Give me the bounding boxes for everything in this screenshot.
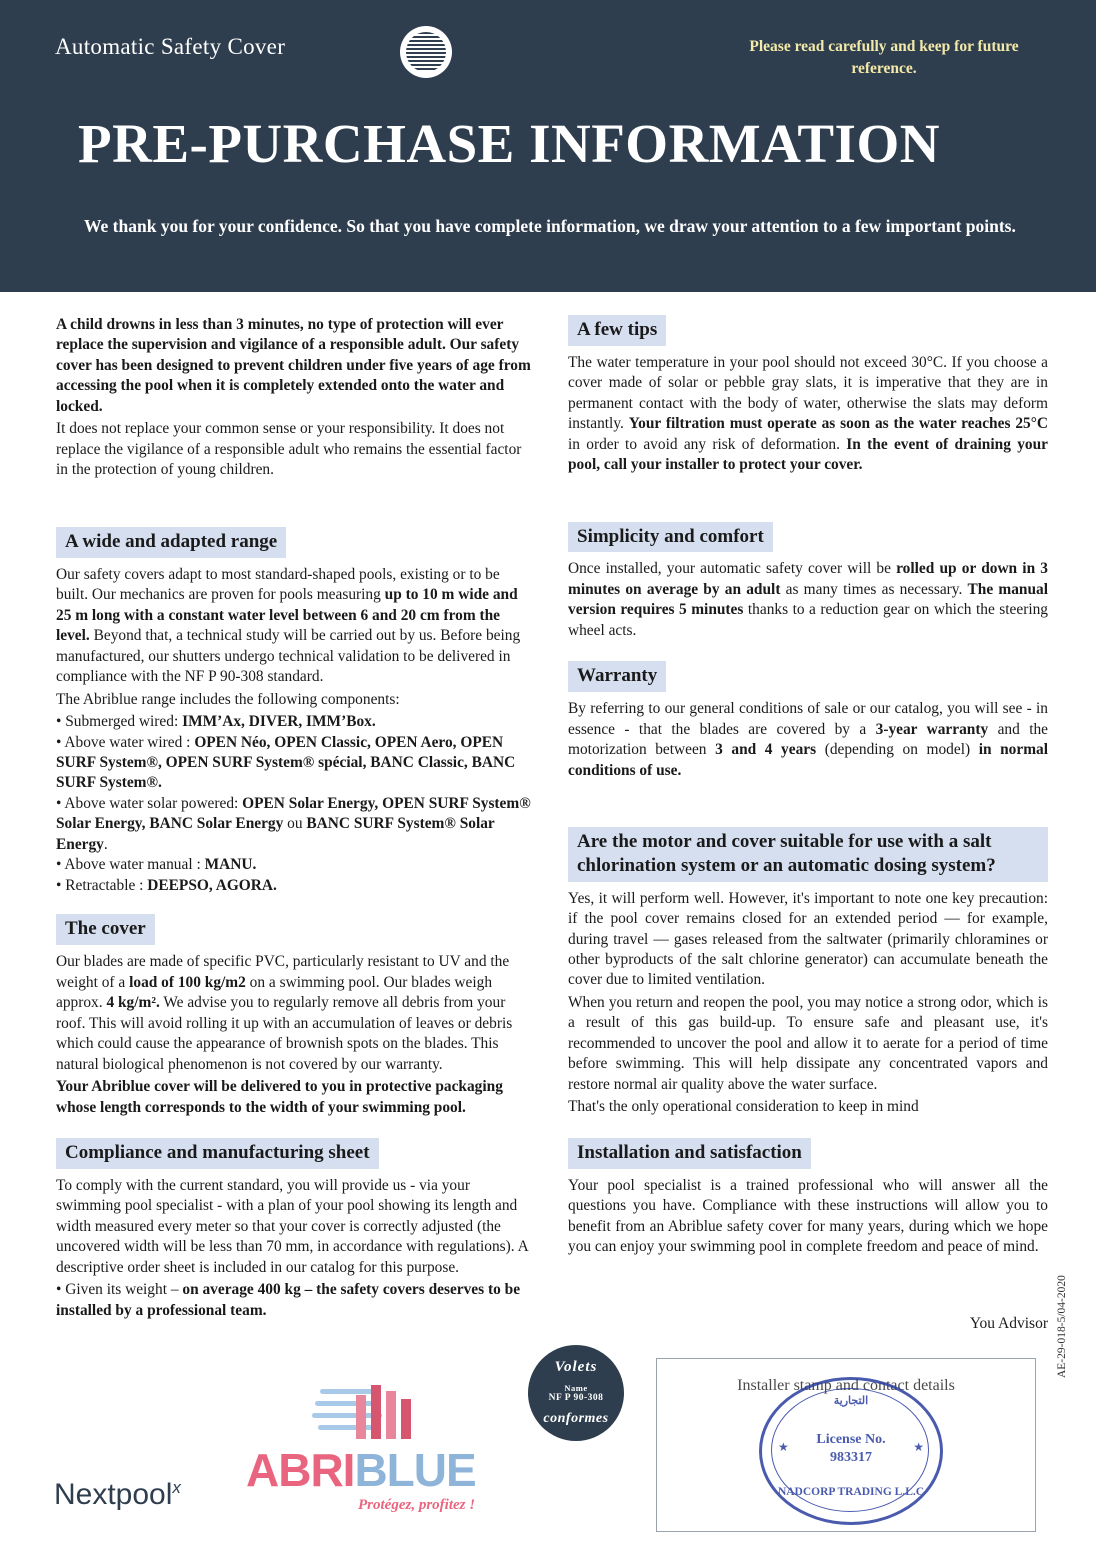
bullet-tail-2: . xyxy=(103,835,108,853)
left-column xyxy=(56,315,532,1323)
simplicity-paragraph xyxy=(568,559,1048,641)
simplicity-b: rolled up or down in 3 minutes on average by an adult xyxy=(568,560,1048,598)
bullet-bold: MANU. xyxy=(204,856,257,874)
warranty-d: 3 and 4 years xyxy=(715,741,817,759)
list-item xyxy=(56,876,532,896)
compliance-paragraph-2 xyxy=(56,1280,532,1321)
stamp-license-label: License No. xyxy=(816,1432,886,1447)
abriblue-slogan: Protégez, profitez ! xyxy=(358,1497,476,1513)
star-icon-left: ★ xyxy=(778,1440,789,1454)
installer-stamp-box xyxy=(656,1358,1036,1532)
section-heading-salt: Are the motor and cover suitable for use with a salt chlorination system or an automatic dosing system? xyxy=(568,827,1048,882)
warranty-paragraph xyxy=(568,699,1048,781)
section-heading-warranty: Warranty xyxy=(568,661,666,692)
compliance-paragraph-1: To comply with the current standard, you will provide us - via your swimming pool specialist - with a plan of your pool showing its length and width measured every meter so that your cover is correctly adjusted (the uncovered width will be less than 70 mm, in accordance with regulations). A descriptive order sheet is included in our catalog for this purpose. xyxy=(56,1176,528,1276)
header-subtitle: We thank you for your confidence. So that you have complete information, we draw your attention to a few important points. xyxy=(84,216,1016,236)
tips-d: In the event of draining your pool, call your installer to protect your cover. xyxy=(568,435,1048,474)
intro-bold-paragraph: A child drowns in less than 3 minutes, no type of protection will ever replace the supervision and vigilance of a responsible adult. Our safety cover has been designed to prevent children under five years of age from accessing the pool when it is completely extended onto the water and locked. xyxy=(56,316,531,415)
range-p1-a: Our safety covers adapt to most standard-shaped pools, existing or to be built. Our mechanics are proven for pools measuring xyxy=(56,565,500,604)
bullet-bold-2: BANC SURF System® Solar Energy xyxy=(56,815,495,853)
stamp-license-number: 983317 xyxy=(830,1450,872,1465)
cover-p1-e: We advise you to regularly remove all debris from your roof. This will avoid rolling it up with an accumulation of leaves or debris which could cause the appearance of brownish spots on the blades. This natural biological phenomenon is not covered by our warranty. xyxy=(56,994,513,1073)
striped-disc-inner xyxy=(406,32,446,72)
abriblue-word-b: BLUE xyxy=(354,1444,476,1496)
striped-disc-icon xyxy=(400,26,452,78)
tips-c: in order to avoid any risk of deformation. xyxy=(568,435,847,453)
list-item xyxy=(56,855,532,875)
stamp-company-name: NADCORP TRADING L.L.C xyxy=(777,1486,925,1498)
bullet-lead: • Submerged wired: xyxy=(56,713,183,731)
badge-line-2: Name xyxy=(564,1383,588,1393)
simplicity-d: The manual version requires 5 minutes xyxy=(568,580,1048,619)
nextpool-logo-super: x xyxy=(172,1478,181,1497)
abriblue-wordmark xyxy=(246,1443,476,1497)
intro-paragraph: It does not replace your common sense or your responsibility. It does not replace the vigilance of a responsible adult who remains the essential factor in the protection of young children. xyxy=(56,420,522,479)
range-p1-b: up to 10 m wide and 25 m long with a constant water level between 6 and 20 cm from the level. xyxy=(56,586,518,645)
page-title: PRE-PURCHASE INFORMATION xyxy=(78,113,940,174)
bullet-bold: OPEN Solar Energy, OPEN SURF System® Solar Energy, BANC Solar Energy xyxy=(56,794,531,833)
section-heading-range: A wide and adapted range xyxy=(56,527,286,558)
installation-paragraph: Your pool specialist is a trained professional who will answer all the questions you have. Compliance with these instructions will allow you to benefit from an Abriblue safety cover for many years, during which we hope you can enjoy your swimming pool in complete freedom and peace of mind. xyxy=(568,1176,1048,1256)
bullet-lead: • Above water solar powered: xyxy=(56,794,243,812)
warranty-a: By referring to our general conditions of sale or our catalog, you will see - in essence - that the blades are covered by a xyxy=(568,700,1048,738)
compliance-p2-b: on average 400 kg – the safety covers deserves to be installed by a professional team. xyxy=(56,1281,521,1319)
cover-p1-a: Our blades are made of specific PVC, particularly resistant to UV and the weight of a xyxy=(56,953,510,991)
cover-paragraph-2: Your Abriblue cover will be delivered to you in protective packaging whose length corresponds to the width of your swimming pool. xyxy=(56,1078,503,1116)
header-notice: Please read carefully and keep for future reference. xyxy=(749,38,1019,78)
compliance-p2-a: • Given its weight – xyxy=(56,1281,183,1299)
cover-p1-c: on a swimming pool. Our blades weigh approx. xyxy=(56,973,493,1012)
installer-stamp-label: Installer stamp and contact details xyxy=(737,1377,955,1394)
bullet-lead: • Above water manual : xyxy=(56,856,205,874)
vertical-bars-icon xyxy=(356,1385,422,1439)
warranty-b: 3-year warranty xyxy=(875,720,989,738)
spacer xyxy=(56,483,532,509)
warranty-e: (depending on model) xyxy=(816,741,979,759)
bullet-bold: OPEN Néo, OPEN Classic, OPEN Aero, OPEN SURF System®, OPEN SURF System® spécial, BANC Classic, BANC SURF System®. xyxy=(56,733,516,792)
spacer xyxy=(568,478,1048,504)
range-paragraph-2: The Abriblue range includes the following components: xyxy=(56,690,400,708)
right-column xyxy=(568,315,1048,1260)
nextpool-logo-text: Nextpool xyxy=(54,1478,173,1511)
section-heading-installation: Installation and satisfaction xyxy=(568,1138,811,1169)
simplicity-a: Once installed, your automatic safety cover will be xyxy=(568,560,897,578)
nextpool-logo xyxy=(54,1478,181,1512)
bullet-tail: ou xyxy=(283,815,307,833)
section-heading-compliance: Compliance and manufacturing sheet xyxy=(56,1138,379,1169)
section-heading-tips: A few tips xyxy=(568,315,666,346)
spacer xyxy=(568,783,1048,809)
bullet-bold: DEEPSO, AGORA. xyxy=(147,876,277,894)
tips-a: The water temperature in your pool should not exceed 30°C. If you choose a cover made of solar or pebble gray slats, it is imperative that they are in permanent contact with the body of water, otherwise the slats may deform instantly. xyxy=(568,353,1048,433)
warranty-f: in normal conditions of use. xyxy=(568,741,1048,779)
bullet-lead: • Retractable : xyxy=(56,876,148,894)
warranty-c: and the motorization between xyxy=(568,720,1048,759)
badge-line-3: NF P 90-308 xyxy=(548,1393,604,1403)
salt-paragraph-2: When you return and reopen the pool, you may notice a strong odor, which is a result of this gas build-up. To ensure safe and pleasant use, it's recommended to uncover the pool and allow it to aerate for a period of time before swimming. This will help dissipate any concentrated vapors and restore normal air quality above the water surface. xyxy=(568,993,1048,1093)
tips-b: Your filtration must operate as soon as the water reaches 25°C xyxy=(628,415,1048,433)
section-heading-simplicity: Simplicity and comfort xyxy=(568,522,773,553)
cover-p1-d: 4 kg/m². xyxy=(106,994,160,1012)
range-component-list xyxy=(56,712,532,896)
header-product-label: Automatic Safety Cover xyxy=(55,34,286,59)
bullet-lead: • Above water wired : xyxy=(56,733,195,751)
star-icon-right: ★ xyxy=(913,1440,924,1454)
list-item xyxy=(56,733,532,794)
stamp-top-text: التجارية xyxy=(833,1395,869,1407)
list-item xyxy=(56,712,532,732)
range-p1-c: Beyond that, a technical study will be carried out by us. Before being manufactured, our shutters undergo technical validation to be delivered in compliance with the NF P 90-308 standard. xyxy=(56,627,521,686)
salt-paragraph-3: That's the only operational consideration to keep in mind xyxy=(568,1098,919,1116)
document-header xyxy=(0,0,1096,292)
simplicity-e: thanks to a reduction gear on which the steering wheel acts. xyxy=(568,601,1048,639)
badge-line-4: conformes xyxy=(543,1411,609,1426)
cover-p1-b: load of 100 kg/m2 xyxy=(129,973,246,991)
badge-line-1: Volets xyxy=(554,1359,598,1375)
advisor-label: You Advisor xyxy=(969,1315,1048,1332)
list-item xyxy=(56,794,532,855)
cover-paragraph-1 xyxy=(56,952,532,1075)
section-heading-cover: The cover xyxy=(56,914,155,945)
salt-paragraph-1: Yes, it will perform well. However, it's important to note one key precaution: if the pool cover remains closed for an extended period — for example, during travel — gases released from the saltwater (primarily chloramines or other byproducts of the salt chlorine generator) can accumulate beneath the cover due to limited ventilation. xyxy=(568,889,1048,989)
conformity-badge xyxy=(528,1345,624,1441)
bullet-bold: IMM’Ax, DIVER, IMM’Box. xyxy=(182,713,376,731)
document-reference-code: AE-29-018-5/04-2020 xyxy=(1056,1275,1068,1378)
abriblue-word-a: ABRI xyxy=(246,1444,355,1496)
company-stamp-icon xyxy=(759,1377,943,1525)
simplicity-c: as many times as necessary. xyxy=(780,580,968,598)
range-paragraph-1 xyxy=(56,565,532,688)
tips-paragraph xyxy=(568,353,1048,476)
